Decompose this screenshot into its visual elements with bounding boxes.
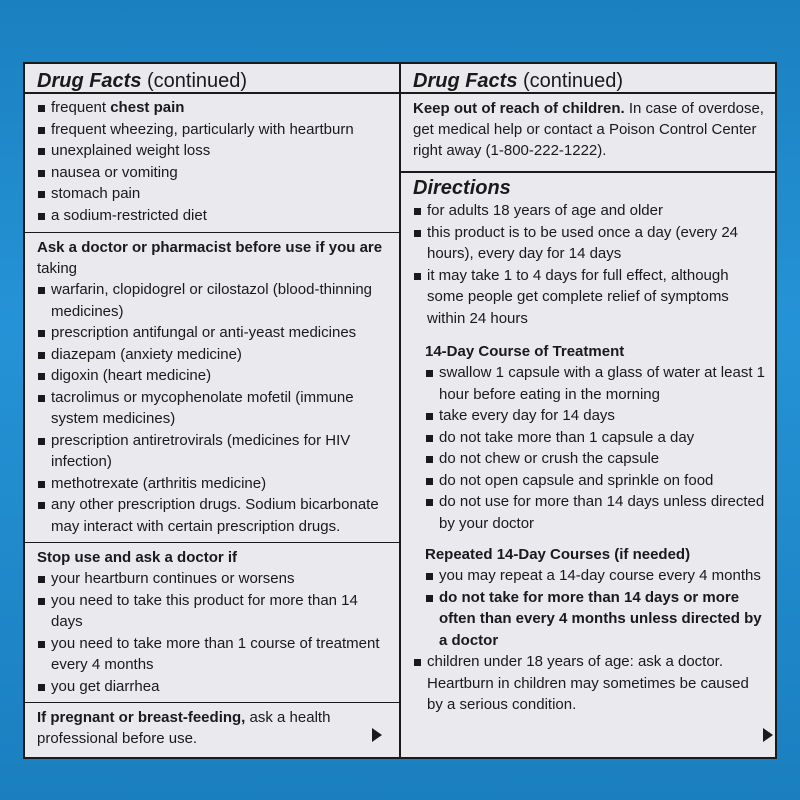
ask-doctor-heading: Ask a doctor or pharmacist before use if you are [37, 239, 383, 256]
list-item: do not use for more than 14 days unless directed by your doctor [413, 491, 765, 534]
left-column [25, 64, 401, 757]
list-item: frequent wheezing, particularly with heartburn [37, 119, 389, 141]
list-item: you need to take more than 1 course of treatment every 4 months [37, 633, 389, 676]
list-item: do not take for more than 14 days or more often than every 4 months unless directed by a doctor [413, 587, 765, 652]
continued-label: (continued) [141, 70, 248, 92]
stop-use-list [37, 568, 389, 697]
repeat-heading: Repeated 14-Day Courses (if needed) [425, 546, 691, 563]
pregnancy-warning: If pregnant or breast-feeding, ask a health professional before use. [37, 709, 331, 747]
list-item: you get diarrhea [37, 676, 389, 698]
list-item: tacrolimus or mycophenolate mofetil (immune system medicines) [37, 387, 389, 430]
ask-doctor-intro: taking [37, 260, 78, 277]
pregnancy-section [25, 703, 399, 749]
stop-use-section [25, 543, 399, 697]
course-heading: 14-Day Course of Treatment [425, 343, 625, 360]
continued-label: (continued) [517, 70, 624, 92]
list-item: warfarin, clopidogrel or cilostazol (blood-thinning medicines) [37, 279, 389, 322]
medicines-list [37, 279, 389, 537]
play-arrow-icon [372, 728, 382, 742]
drug-facts-title: Drug Facts [413, 70, 518, 92]
directions-list [413, 200, 765, 329]
keep-out-section [401, 94, 775, 161]
list-item: your heartburn continues or worsens [37, 568, 389, 590]
list-item: it may take 1 to 4 days for full effect, although some people get complete relief of symptoms within 24 hours [413, 265, 765, 330]
list-item: do not take more than 1 capsule a day [413, 427, 765, 449]
list-item: do not chew or crush the capsule [413, 448, 765, 470]
list-item: do not open capsule and sprinkle on food [413, 470, 765, 492]
list-item: take every day for 14 days [413, 405, 765, 427]
ask-doctor-section [25, 233, 399, 537]
list-item: digoxin (heart medicine) [37, 365, 389, 387]
repeat-list [413, 565, 765, 651]
drug-facts-title: Drug Facts [37, 70, 142, 92]
keep-out-warning: Keep out of reach of children. In case of overdose, get medical help or contact a Poison Control Center right away (1-800-222-1222). [413, 100, 764, 159]
course-list [413, 362, 765, 534]
list-item: any other prescription drugs. Sodium bicarbonate may interact with certain prescription drugs. [37, 494, 389, 537]
right-header [401, 64, 775, 94]
list-item: unexplained weight loss [37, 140, 389, 162]
list-item: prescription antifungal or anti-yeast medicines [37, 322, 389, 344]
list-item: for adults 18 years of age and older [413, 200, 765, 222]
list-item: stomach pain [37, 183, 389, 205]
list-item: a sodium-restricted diet [37, 205, 389, 227]
directions-title: Directions [413, 177, 511, 199]
play-arrow-icon [763, 728, 773, 742]
drug-facts-panel [23, 62, 777, 759]
children-list [413, 651, 765, 716]
list-item: you need to take this product for more than 14 days [37, 590, 389, 633]
stop-use-heading: Stop use and ask a doctor if [37, 549, 238, 566]
list-item: nausea or vomiting [37, 162, 389, 184]
list-item: methotrexate (arthritis medicine) [37, 473, 389, 495]
list-item: diazepam (anxiety medicine) [37, 344, 389, 366]
left-header [25, 64, 399, 94]
list-item: frequent chest pain [37, 97, 389, 119]
list-item: you may repeat a 14-day course every 4 months [413, 565, 765, 587]
directions-section [401, 173, 775, 716]
conditions-list [37, 97, 389, 226]
right-column [401, 64, 775, 757]
list-item: children under 18 years of age: ask a doctor. Heartburn in children may sometimes be caused by a serious condition. [413, 651, 765, 716]
list-item: swallow 1 capsule with a glass of water at least 1 hour before eating in the morning [413, 362, 765, 405]
do-not-use-section [25, 94, 399, 226]
list-item: prescription antiretrovirals (medicines for HIV infection) [37, 430, 389, 473]
list-item: this product is to be used once a day (every 24 hours), every day for 14 days [413, 222, 765, 265]
